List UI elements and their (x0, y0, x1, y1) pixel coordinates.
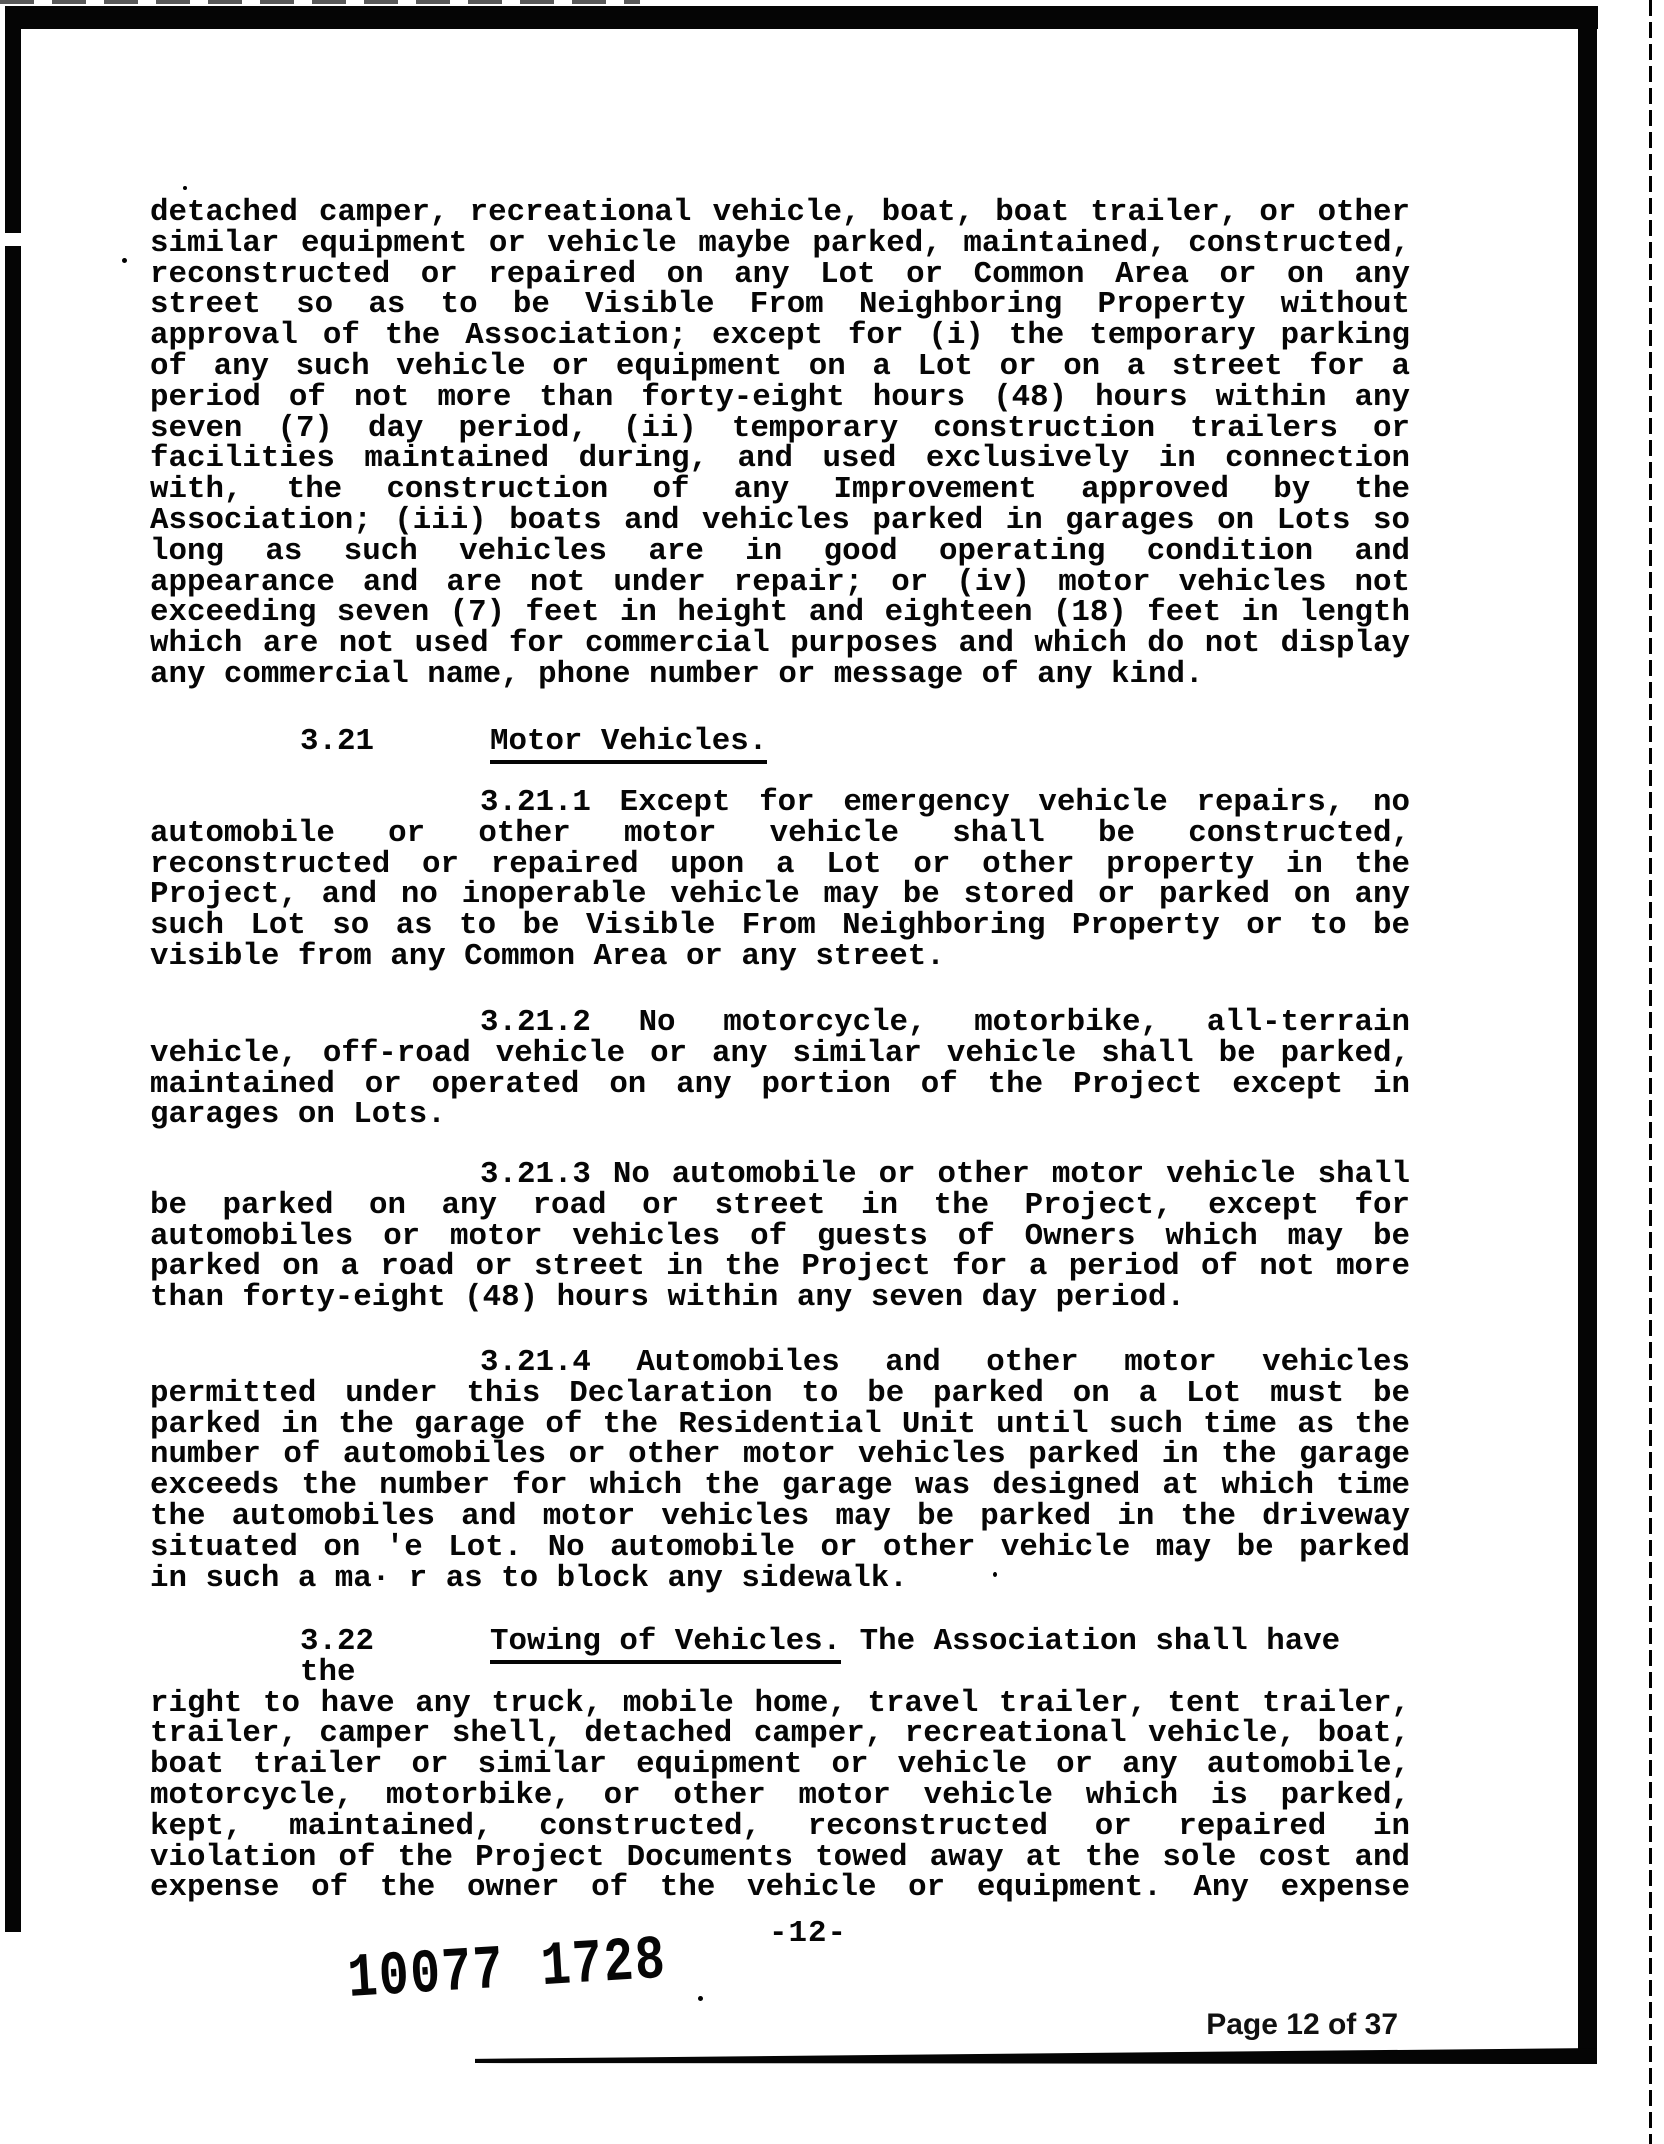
text-line: appearance and are not under repair; or (iv) motor vehicles not (150, 564, 1410, 600)
heading-trailing-text: The Association shall have the (300, 1624, 1341, 1690)
text-line: Project, and no inoperable vehicle may be stored or parked on any (150, 877, 1410, 913)
text-line: 3.21.4 Automobiles and other motor vehicles (480, 1345, 1410, 1380)
text-line: parked on a road or street in the Project for a period of not more (150, 1249, 1410, 1285)
section-3-21-3-paragraph (150, 1157, 1410, 1316)
text-line: which are not used for commercial purposes and which do not display (150, 626, 1410, 662)
text-line: long as such vehicles are in good operating condition and (150, 533, 1410, 569)
text-line: maintained or operated on any portion of the Project except in (150, 1066, 1410, 1102)
section-3-21-4-paragraph (150, 1345, 1410, 1596)
section-3-22-paragraph (150, 1624, 1410, 1906)
text-line: parked in the garage of the Residential Unit until such time as the (150, 1406, 1410, 1442)
recorder-stamp-number (346, 1925, 669, 2015)
text-line: with, the construction of any Improvement approved by the (150, 472, 1410, 508)
scan-border-left-notch (4, 233, 22, 246)
scan-speck (122, 258, 127, 263)
text-line: situated on 'e Lot. No automobile or other vehicle may be parked (150, 1529, 1410, 1565)
section-number: 3.21 (300, 724, 374, 759)
text-line: 3.21.2 No motorcycle, motorbike, all-terrain (480, 1005, 1410, 1040)
section-3-21-heading (150, 724, 1410, 759)
text-line: seven (7) day period, (ii) temporary construction trailers or (150, 410, 1410, 446)
text-line: boat trailer or similar equipment or vehicle or any automobile, (150, 1747, 1410, 1783)
section-title: Motor Vehicles. (490, 724, 767, 764)
text-line: vehicle, off-road vehicle or any similar vehicle shall be parked, (150, 1035, 1410, 1071)
text-line: automobiles or motor vehicles of guests of Owners which may be (150, 1218, 1410, 1254)
stamp-gap (505, 1984, 542, 1986)
text-line: expense of the owner of the vehicle or equipment. Any expense (150, 1870, 1410, 1906)
section-title: Towing of Vehicles. (490, 1624, 841, 1664)
text-line: right to have any truck, mobile home, travel trailer, tent trailer, (150, 1685, 1410, 1721)
text-line: be parked on any road or street in the Project, except for (150, 1187, 1410, 1223)
text-line: violation of the Project Documents towed away at the sole cost and (150, 1839, 1410, 1875)
stamp-left: 10077 (345, 1934, 507, 2015)
text-line: trailer, camper shell, detached camper, recreational vehicle, boat, (150, 1716, 1410, 1752)
text-line: of any such vehicle or equipment on a Lot or on a street for a (150, 348, 1410, 384)
heading-line (150, 1624, 1410, 1690)
text-line: than forty-eight (48) hours within any seven day period. (150, 1280, 1185, 1316)
text-line: reconstructed or repaired on any Lot or Common Area or on any (150, 256, 1410, 292)
text-line: permitted under this Declaration to be parked on a Lot must be (150, 1375, 1410, 1411)
scan-edge-line (1649, 0, 1652, 2144)
text-line: facilities maintained during, and used exclusively in connection (150, 441, 1410, 477)
scan-speck (698, 1996, 703, 2001)
scan-border-right (1578, 6, 1597, 2062)
typed-page-number: -12- (769, 1916, 847, 1951)
text-line: street so as to be Visible From Neighboring Property without (150, 287, 1410, 323)
body-paragraph-intro (150, 195, 1410, 692)
footer-rule-line (475, 2048, 1597, 2064)
scan-smear (0, 0, 640, 4)
text-line: motorcycle, motorbike, or other motor vehicle which is parked, (150, 1777, 1410, 1813)
text-line: reconstructed or repaired upon a Lot or other property in the (150, 846, 1410, 882)
page-x-of-y-label: Page 12 of 37 (1206, 2008, 1398, 2041)
text-line: number of automobiles or other motor vehicles parked in the garage (150, 1437, 1410, 1473)
text-line: detached camper, recreational vehicle, boat, boat trailer, or other (150, 195, 1410, 230)
text-line: 3.21.3 No automobile or other motor vehicle shall (480, 1157, 1410, 1192)
section-3-21-2-paragraph (150, 1005, 1410, 1133)
text-line: 3.21.1 Except for emergency vehicle repairs, no (480, 785, 1410, 820)
text-line: such Lot so as to be Visible From Neighboring Property or to be (150, 908, 1410, 944)
scan-speck (183, 186, 187, 190)
heading-line (150, 724, 1410, 759)
text-line: automobile or other motor vehicle shall be constructed, (150, 815, 1410, 851)
text-line: the automobiles and motor vehicles may be parked in the driveway (150, 1498, 1410, 1534)
text-line: exceeding seven (7) feet in height and eighteen (18) feet in length (150, 595, 1410, 631)
text-line: period of not more than forty-eight hours (48) hours within any (150, 379, 1410, 415)
text-line: kept, maintained, constructed, reconstructed or repaired in (150, 1808, 1410, 1844)
text-line: approval of the Association; except for (i) the temporary parking (150, 318, 1410, 354)
text-line: similar equipment or vehicle maybe parked, maintained, constructed, (150, 225, 1410, 261)
text-line: in such a ma· r as to block any sidewalk. (150, 1560, 908, 1596)
scan-border-left (5, 6, 21, 1932)
text-line: visible from any Common Area or any street. (150, 938, 945, 974)
text-line: any commercial name, phone number or message of any kind. (150, 656, 1204, 692)
section-3-21-1-paragraph (150, 785, 1410, 974)
section-number: 3.22 (300, 1624, 374, 1659)
text-line: garages on Lots. (150, 1097, 446, 1133)
text-line: exceeds the number for which the garage was designed at which time (150, 1468, 1410, 1504)
scan-border-top (6, 6, 1598, 29)
text-line: Association; (iii) boats and vehicles parked in garages on Lots so (150, 502, 1410, 538)
stamp-right: 1728 (538, 1924, 669, 2004)
